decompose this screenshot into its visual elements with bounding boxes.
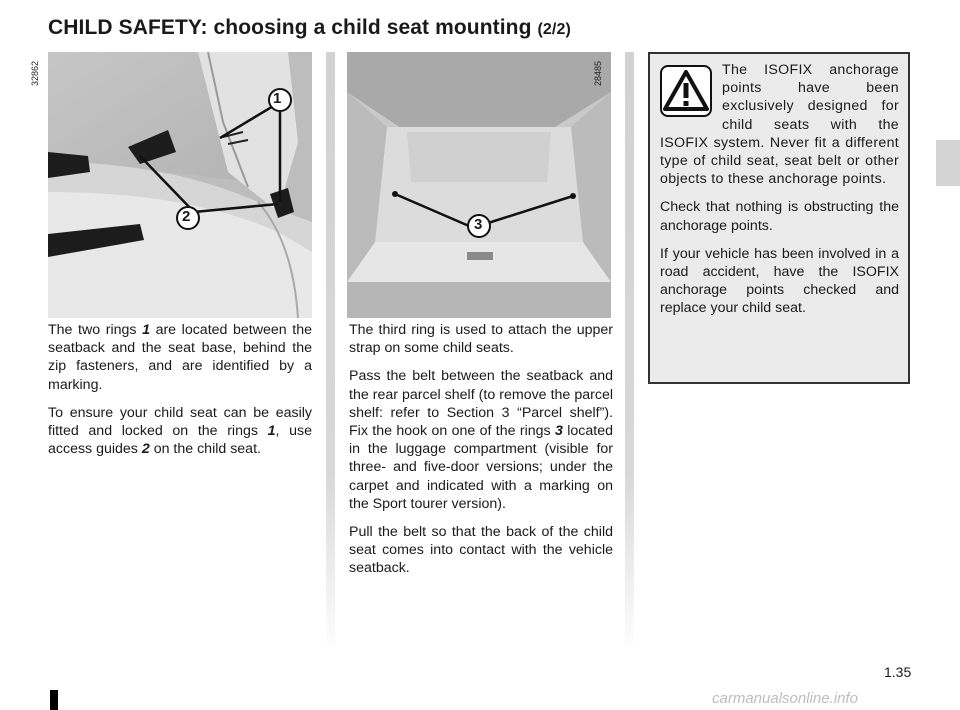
paragraph: The third ring is used to attach the upper strap on some child seats. bbox=[349, 322, 613, 357]
column-middle-text bbox=[349, 321, 613, 588]
corner-mark bbox=[50, 690, 58, 710]
figure-rear-seat bbox=[48, 52, 312, 318]
callout-3: 3 bbox=[474, 216, 483, 233]
figure-ref-middle: 28485 bbox=[593, 60, 603, 86]
callout-1: 1 bbox=[273, 90, 282, 107]
column-divider-right bbox=[625, 52, 634, 652]
watermark: carmanualsonline.info bbox=[712, 690, 858, 707]
section-tab bbox=[936, 140, 960, 186]
page-number: 1.35 bbox=[884, 664, 912, 680]
title-page-fraction: (2/2) bbox=[537, 21, 571, 38]
paragraph: To ensure your child seat can be easily fitted and locked on the rings 1, use access guides 2 on the child seat. bbox=[48, 404, 312, 458]
title-text: CHILD SAFETY: choosing a child seat mounting bbox=[48, 16, 532, 39]
warning-paragraph: The ISOFIX anchorage points have been exclusively designed for child seats with the ISOFIX system. Never fit a different type of child seat, seat belt or other objects to these anchorage points. bbox=[660, 62, 899, 188]
paragraph: Pull the belt so that the back of the child seat comes into contact with the vehicle seatback. bbox=[349, 524, 613, 577]
figure-luggage-compartment bbox=[347, 52, 611, 318]
paragraph: Pass the belt between the seatback and the rear parcel shelf (to remove the parcel shelf: refer to Section 3 “Parcel shelf”). Fix the hook on one of the rings 3 located in the luggage compartment (visible for three- and five-door versions; under the carpet and indicated with a marking on the Sport tourer version). bbox=[349, 368, 613, 512]
figure-ref-left: 32862 bbox=[30, 60, 40, 86]
paragraph: The two rings 1 are located between the seatback and the seat base, behind the zip fasteners, and are identified by a marking. bbox=[48, 322, 312, 393]
page-title bbox=[48, 16, 571, 40]
warning-box bbox=[648, 52, 910, 384]
warning-paragraph: If your vehicle has been involved in a road accident, have the ISOFIX anchorage points checked and replace your child seat. bbox=[660, 245, 899, 317]
column-divider-left bbox=[326, 52, 335, 652]
callout-2: 2 bbox=[182, 208, 191, 225]
column-left-text bbox=[48, 321, 312, 468]
warning-triangle-icon bbox=[660, 65, 712, 117]
warning-paragraph: Check that nothing is obstructing the anchorage points. bbox=[660, 199, 899, 234]
